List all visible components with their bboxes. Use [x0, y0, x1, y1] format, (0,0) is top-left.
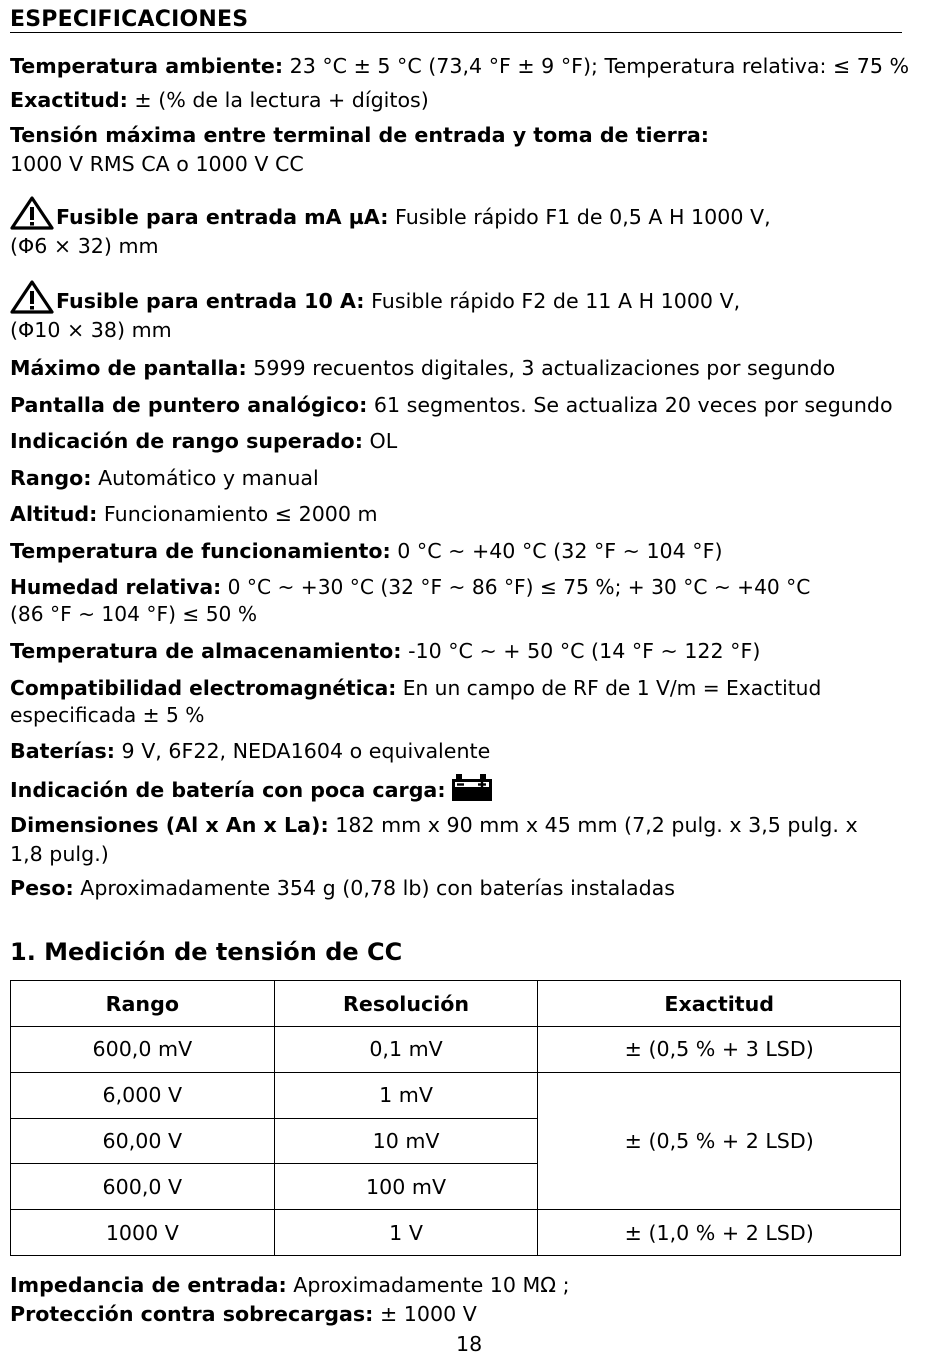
spec-fuse-ma: [10, 196, 910, 261]
column-header: Resolución: [274, 981, 538, 1027]
spec-value-continued: especificada ± 5 %: [10, 703, 205, 727]
spec-label: Máximo de pantalla:: [10, 356, 247, 380]
spec-ambient-temperature: [10, 52, 910, 81]
spec-label: Pantalla de puntero analógico:: [10, 393, 368, 417]
spec-value: Automático y manual: [91, 466, 319, 490]
spec-value: ± (% de la lectura + dígitos): [127, 88, 429, 112]
spec-label: Temperatura de almacenamiento:: [10, 639, 402, 663]
table-cell: ± (0,5 % + 3 LSD): [538, 1027, 901, 1073]
table-cell-merged: ± (0,5 % + 2 LSD): [538, 1072, 901, 1209]
spec-label: Impedancia de entrada:: [10, 1273, 287, 1297]
table-cell: 1000 V: [11, 1210, 275, 1256]
spec-storage-temperature: [10, 637, 910, 666]
overload-protection: [10, 1300, 477, 1328]
table-cell: 6,000 V: [11, 1072, 275, 1118]
spec-value: 61 segmentos. Se actualiza 20 veces por segundo: [367, 393, 893, 417]
spec-value-continued: 1,8 pulg.): [10, 842, 109, 866]
spec-label: Humedad relativa:: [10, 575, 222, 599]
spec-label: Dimensiones (Al x An x La):: [10, 813, 329, 837]
dc-voltage-table: [10, 980, 901, 1256]
table-cell: 600,0 V: [11, 1164, 275, 1210]
spec-value-continued: (Φ6 × 32) mm: [10, 234, 159, 258]
spec-max-display: [10, 354, 910, 383]
table-row: [11, 1210, 901, 1256]
table-cell: 10 mV: [274, 1118, 538, 1164]
spec-emc: [10, 675, 910, 729]
spec-value: 23 °C ± 5 °C (73,4 °F ± 9 °F); Temperatura relativa: ≤ 75 %: [283, 54, 910, 78]
spec-relative-humidity: [10, 574, 910, 628]
table-row: [11, 1027, 901, 1073]
spec-label: Temperatura de funcionamiento:: [10, 539, 391, 563]
warning-triangle-icon: [10, 280, 54, 314]
spec-value: Funcionamiento ≤ 2000 m: [97, 502, 378, 526]
document-page: [10, 0, 910, 1326]
battery-icon: [450, 773, 494, 803]
spec-fuse-10a: [10, 280, 910, 345]
section-title: 1. Medición de tensión de CC: [10, 938, 403, 966]
spec-value: Fusible rápido F2 de 11 A H 1000 V,: [364, 289, 741, 313]
spec-value: ± 1000 V: [373, 1302, 477, 1326]
spec-low-battery: [10, 773, 910, 805]
spec-label: Fusible para entrada mA µA:: [56, 205, 389, 229]
column-header: Exactitud: [538, 981, 901, 1027]
spec-range: [10, 464, 910, 493]
spec-label: Protección contra sobrecargas:: [10, 1302, 374, 1326]
spec-value: 1000 V RMS CA o 1000 V CC: [10, 152, 304, 176]
spec-value: -10 °C ~ + 50 °C (14 °F ~ 122 °F): [401, 639, 761, 663]
table-cell: 600,0 mV: [11, 1027, 275, 1073]
input-impedance: [10, 1271, 570, 1299]
spec-value: 5999 recuentos digitales, 3 actualizaciones por segundo: [246, 356, 836, 380]
page-title: ESPECIFICACIONES: [10, 0, 902, 33]
spec-value: 9 V, 6F22, NEDA1604 o equivalente: [115, 739, 491, 763]
spec-altitude: [10, 500, 910, 529]
spec-value: Aproximadamente 10 MΩ ;: [286, 1273, 570, 1297]
spec-value: Fusible rápido F1 de 0,5 A H 1000 V,: [388, 205, 771, 229]
table-cell: 1 V: [274, 1210, 538, 1256]
warning-triangle-icon: [10, 196, 54, 230]
spec-operating-temperature: [10, 537, 910, 566]
table-cell: 60,00 V: [11, 1118, 275, 1164]
spec-value: 0 °C ~ +40 °C (32 °F ~ 104 °F): [390, 539, 723, 563]
spec-label: Indicación de batería con poca carga:: [10, 778, 446, 802]
spec-analog-pointer: [10, 391, 910, 420]
table-row: [11, 1072, 901, 1118]
spec-dimensions: [10, 811, 910, 869]
spec-value-continued: (86 °F ~ 104 °F) ≤ 50 %: [10, 602, 258, 626]
spec-label: Peso:: [10, 876, 74, 900]
column-header: Rango: [11, 981, 275, 1027]
spec-label: Fusible para entrada 10 A:: [56, 289, 365, 313]
spec-label: Temperatura ambiente:: [10, 54, 284, 78]
spec-accuracy: [10, 86, 910, 115]
spec-max-voltage: [10, 121, 910, 179]
spec-label: Baterías:: [10, 739, 116, 763]
spec-value: 182 mm x 90 mm x 45 mm (7,2 pulg. x 3,5 pulg. x: [328, 813, 858, 837]
spec-value-continued: (Φ10 × 38) mm: [10, 318, 172, 342]
spec-value: 0 °C ~ +30 °C (32 °F ~ 86 °F) ≤ 75 %; + 30 °C ~ +40 °C: [221, 575, 811, 599]
spec-label: Compatibilidad electromagnética:: [10, 676, 397, 700]
spec-value: Aproximadamente 354 g (0,78 lb) con baterías instaladas: [73, 876, 676, 900]
spec-label: Indicación de rango superado:: [10, 429, 363, 453]
table-cell: 1 mV: [274, 1072, 538, 1118]
table-cell: ± (1,0 % + 2 LSD): [538, 1210, 901, 1256]
spec-label: Tensión máxima entre terminal de entrada y toma de tierra:: [10, 123, 710, 147]
spec-label: Rango:: [10, 466, 92, 490]
table-cell: 0,1 mV: [274, 1027, 538, 1073]
spec-batteries: [10, 737, 910, 766]
spec-overrange: [10, 427, 910, 456]
spec-weight: [10, 874, 910, 903]
spec-value: OL: [362, 429, 398, 453]
table-header-row: [11, 981, 901, 1027]
page-number: 18: [456, 1332, 483, 1356]
spec-label: Altitud:: [10, 502, 98, 526]
table-cell: 100 mV: [274, 1164, 538, 1210]
spec-label: Exactitud:: [10, 88, 128, 112]
spec-value: En un campo de RF de 1 V/m = Exactitud: [396, 676, 822, 700]
